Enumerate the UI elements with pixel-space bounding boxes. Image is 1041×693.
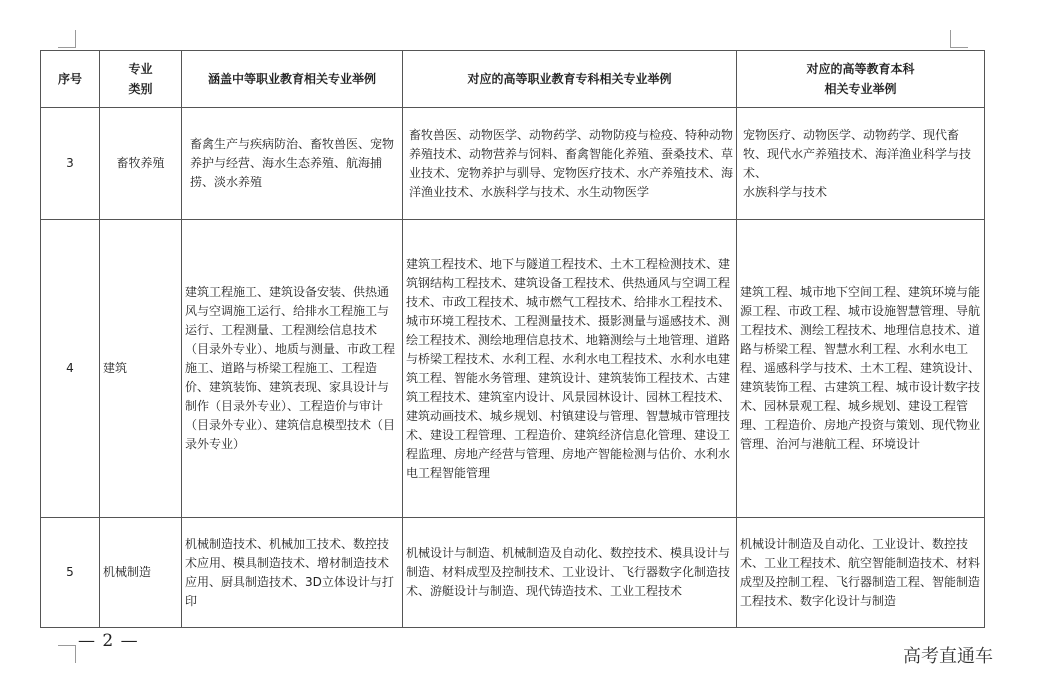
cell-seq: 5 [41,518,100,628]
cell-category: 机械制造 [100,518,182,628]
cell-seq: 3 [41,108,100,220]
cell-vocational: 畜牧兽医、动物医学、动物药学、动物防疫与检疫、特种动物养殖技术、动物营养与饲料、畜禽智能化养殖、蚕桑技术、草业技术、宠物养护与驯导、宠物医疗技术、水产养殖技术、海洋渔业技术、水族科学与技术、水生动物医学 [403,108,737,220]
header-undergraduate: 对应的高等教育本科 相关专业举例 [737,51,985,108]
crop-mark [58,47,76,48]
page-number: — 2 — [78,631,139,651]
crop-mark [75,30,76,48]
crop-mark [75,645,76,663]
cell-vocational: 建筑工程技术、地下与隧道工程技术、土木工程检测技术、建筑钢结构工程技术、建筑设备工程技术、供热通风与空调工程技术、市政工程技术、城市燃气工程技术、给排水工程技术、城市环境工程技术、工程测量技术、摄影测量与遥感技术、测绘工程技术、测绘地理信息技术、地籍测绘与土地管理、道路与桥梁工程技术、水利工程、水利水电工程技术、水利水电建筑工程、智能水务管理、建筑设计、建筑装饰工程技术、古建筑工程技术、建筑室内设计、风景园林设计、园林工程技术、建筑动画技术、城乡规划、村镇建设与管理、智慧城市管理技术、建设工程管理、工程造价、建筑经济信息化管理、建设工程监理、房地产经营与管理、房地产智能检测与估价、水利水电工程智能管理 [403,220,737,518]
cell-secondary: 建筑工程施工、建筑设备安装、供热通风与空调施工运行、给排水工程施工与运行、工程测量、工程测绘信息技术（目录外专业）、地质与测量、市政工程施工、道路与桥梁工程施工、工程造价、建筑装饰、建筑表现、家具设计与制作（目录外专业）、工程造价与审计（目录外专业）、建筑信息模型技术（目录外专业） [182,220,403,518]
crop-mark [950,30,951,48]
header-seq: 序号 [41,51,100,108]
major-correspondence-table [40,50,985,628]
header-secondary: 涵盖中等职业教育相关专业举例 [182,51,403,108]
watermark: 高考直通车 [903,646,993,667]
cell-undergraduate: 机械设计制造及自动化、工业设计、数控技术、工业工程技术、航空智能制造技术、材料成型及控制工程、飞行器制造工程、智能制造工程技术、数字化设计与制造 [737,518,985,628]
cell-category: 建筑 [100,220,182,518]
crop-mark [58,645,76,646]
crop-mark [950,47,968,48]
cell-category: 畜牧养殖 [100,108,182,220]
cell-seq: 4 [41,220,100,518]
cell-undergraduate: 宠物医疗、动物医学、动物药学、现代畜牧、现代水产养殖技术、海洋渔业科学与技术、 水族科学与技术 [737,108,985,220]
table-row [41,518,985,628]
cell-vocational: 机械设计与制造、机械制造及自动化、数控技术、模具设计与制造、材料成型及控制技术、工业设计、飞行器数字化制造技术、游艇设计与制造、现代铸造技术、工业工程技术 [403,518,737,628]
cell-secondary: 机械制造技术、机械加工技术、数控技术应用、模具制造技术、增材制造技术应用、厨具制造技术、3D立体设计与打印 [182,518,403,628]
table-row [41,220,985,518]
cell-secondary: 畜禽生产与疾病防治、畜牧兽医、宠物养护与经营、海水生态养殖、航海捕捞、淡水养殖 [182,108,403,220]
table-header-row [41,51,985,108]
header-category: 专业 类别 [100,51,182,108]
header-vocational: 对应的高等职业教育专科相关专业举例 [403,51,737,108]
cell-undergraduate: 建筑工程、城市地下空间工程、建筑环境与能源工程、市政工程、城市设施智慧管理、导航工程技术、测绘工程技术、地理信息技术、道路与桥梁工程、智慧水利工程、水利水电工程、遥感科学与技术、土木工程、建筑设计、建筑装饰工程、古建筑工程、城市设计数字技术、园林景观工程、城乡规划、建设工程管理、工程造价、房地产投资与策划、现代物业管理、治河与港航工程、环境设计 [737,220,985,518]
table-row [41,108,985,220]
